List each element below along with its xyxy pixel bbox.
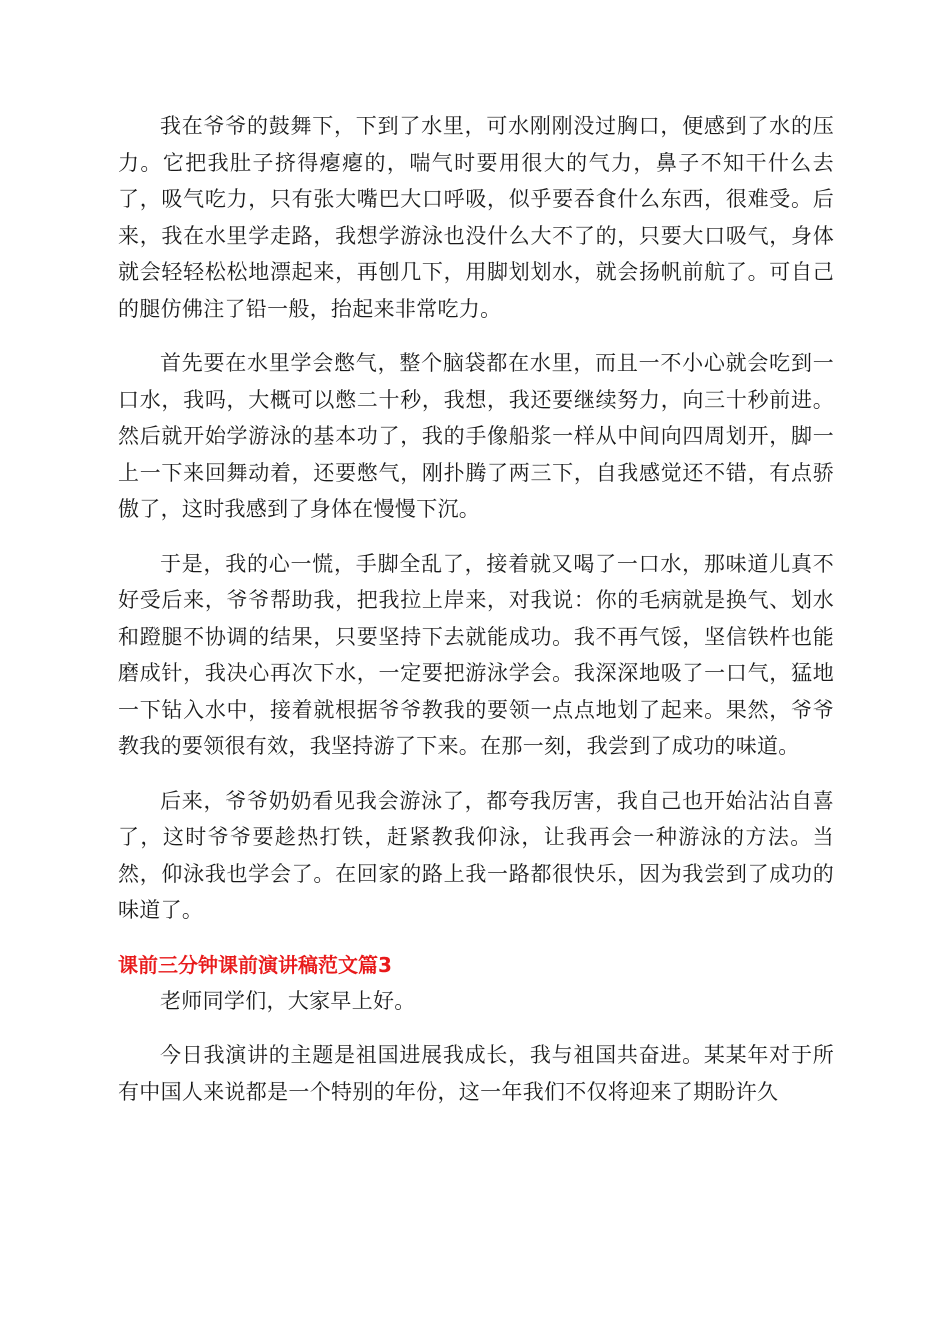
paragraph: 首先要在水里学会憋气，整个脑袋都在水里，而且一不小心就会吃到一口水，我吗，大概可以憋二十秒，我想，我还要继续努力，向三十秒前进。然后就开始学游泳的基本功了，我的手像船浆一样从中间向四周划开，脚一上一下来回舞动着，还要憋气，刚扑腾了两三下，自我感觉还不错，有点骄傲了，这时我感到了身体在慢慢下沉。 <box>118 351 834 521</box>
document-page <box>118 108 834 1128</box>
paragraph: 老师同学们，大家早上好。 <box>160 988 416 1013</box>
paragraph: 于是，我的心一慌，手脚全乱了，接着就又喝了一口水，那味道儿真不好受后来，爷爷帮助我，把我拉上岸来，对我说：你的毛病就是换气、划水和蹬腿不协调的结果，只要坚持下去就能成功。我不再气馁，坚信铁杵也能磨成针，我决心再次下水，一定要把游泳学会。我深深地吸了一口气，猛地一下钻入水中，接着就根据爷爷教我的要领一点点地划了起来。果然，爷爷教我的要领很有效，我坚持游了下来。在那一刻，我尝到了成功的味道。 <box>118 551 834 758</box>
paragraph: 今日我演讲的主题是祖国进展我成长，我与祖国共奋进。某某年对于所有中国人来说都是一个特别的年份，这一年我们不仅将迎来了期盼许久 <box>118 1043 834 1104</box>
section-heading: 课前三分钟课前演讲稿范文篇3 <box>118 952 392 977</box>
paragraph: 后来，爷爷奶奶看见我会游泳了，都夸我厉害，我自己也开始沾沾自喜了，这时爷爷要趁热打铁，赶紧教我仰泳，让我再会一种游泳的方法。当然，仰泳我也学会了。在回家的路上我一路都很快乐，因为我尝到了成功的味道了。 <box>118 788 834 922</box>
paragraph: 我在爷爷的鼓舞下，下到了水里，可水刚刚没过胸口，便感到了水的压力。它把我肚子挤得瘪瘪的，喘气时要用很大的气力，鼻子不知干什么去了，吸气吃力，只有张大嘴巴大口呼吸，似乎要吞食什么东西，很难受。后来，我在水里学走路，我想学游泳也没什么大不了的，只要大口吸气，身体就会轻轻松松地漂起来，再刨几下，用脚划划水，就会扬帆前航了。可自己的腿仿佛注了铅一般，抬起来非常吃力。 <box>118 114 834 321</box>
